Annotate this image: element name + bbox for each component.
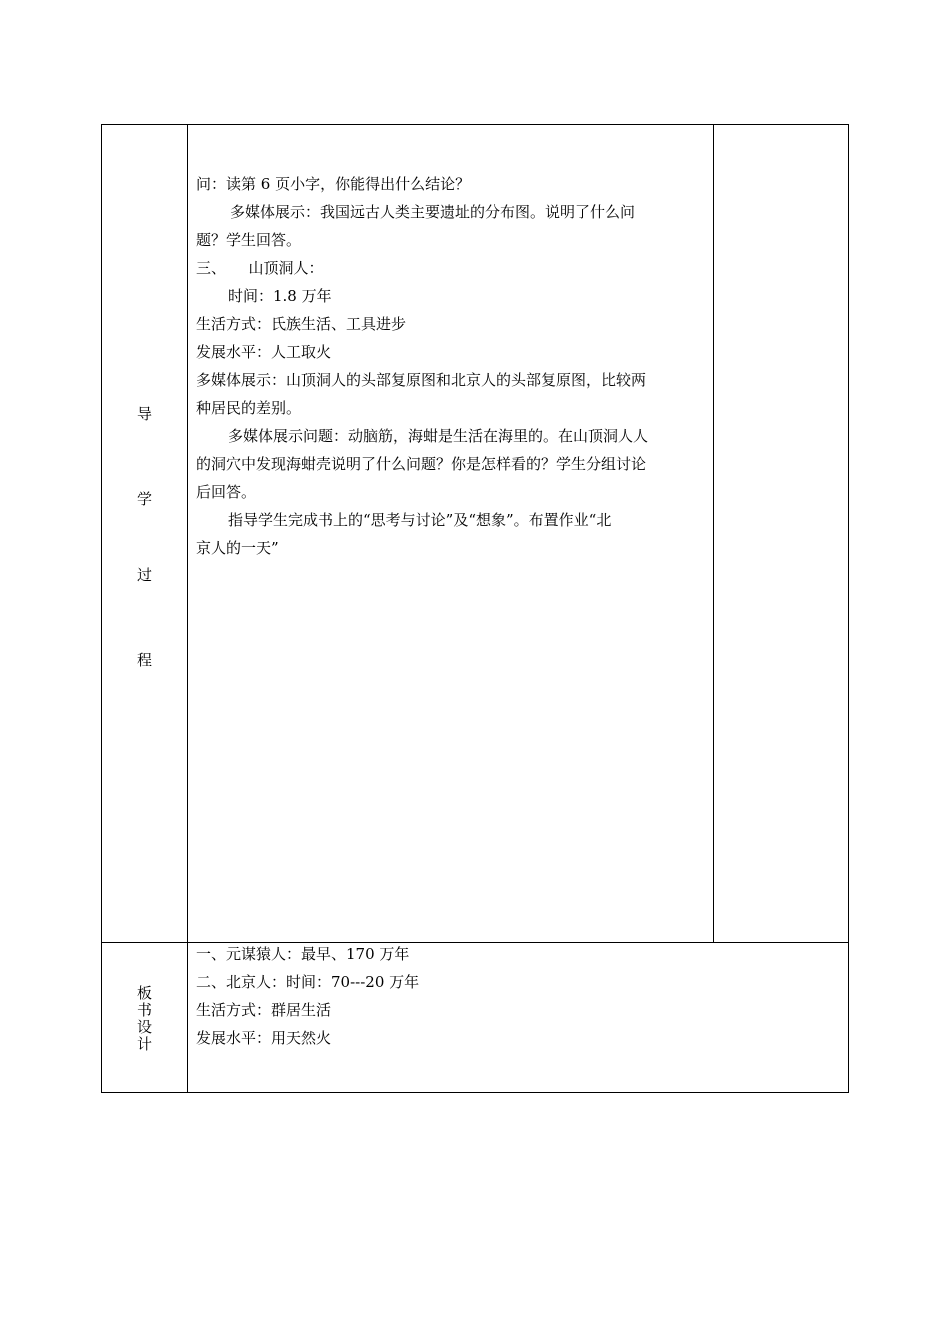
board-line: 发展水平：用天然火: [196, 1029, 332, 1047]
board-section-label: [101, 985, 188, 1053]
paragraph: 京人的一天”: [196, 539, 279, 557]
paragraph: 时间：1.8 万年: [228, 287, 332, 305]
label-column-divider: [187, 124, 188, 1093]
label-char: 程: [136, 651, 152, 669]
notes-column-divider: [713, 124, 714, 943]
paragraph: 题？学生回答。: [196, 231, 302, 249]
paragraph: 多媒体展示：我国远古人类主要遗址的分布图。说明了什么问: [230, 203, 636, 221]
paragraph: 指导学生完成书上的“思考与讨论”及“想象”。布置作业“北: [228, 511, 612, 529]
board-line: 生活方式：群居生活: [196, 1001, 332, 1019]
label-char: 过: [136, 566, 152, 584]
label-char: 板: [136, 984, 152, 1002]
paragraph: 发展水平：人工取火: [196, 343, 332, 361]
paragraph: 三、 山顶洞人：: [196, 259, 324, 277]
label-char: 学: [136, 490, 152, 508]
label-char: 设: [136, 1018, 152, 1036]
paragraph: 种居民的差别。: [196, 399, 302, 417]
label-char: 书: [136, 1001, 152, 1019]
paragraph: 后回答。: [196, 483, 257, 501]
paragraph: 的洞穴中发现海蚶壳说明了什么问题？你是怎样看的？学生分组讨论: [196, 455, 647, 473]
label-char: 导: [136, 405, 152, 423]
board-line: 一、元谋猿人：最早、170 万年: [196, 945, 410, 963]
paragraph: 多媒体展示问题：动脑筋，海蚶是生活在海里的。在山顶洞人人: [228, 427, 649, 445]
paragraph: 多媒体展示：山顶洞人的头部复原图和北京人的头部复原图，比较两: [196, 371, 647, 389]
paragraph: 问：读第 6 页小字，你能得出什么结论？: [196, 175, 471, 193]
label-char: 计: [136, 1035, 152, 1053]
paragraph: 生活方式：氏族生活、工具进步: [196, 315, 407, 333]
board-section-content: [196, 940, 836, 1052]
guide-section-content: [196, 170, 708, 562]
board-line: 二、北京人：时间：70---20 万年: [196, 973, 420, 991]
